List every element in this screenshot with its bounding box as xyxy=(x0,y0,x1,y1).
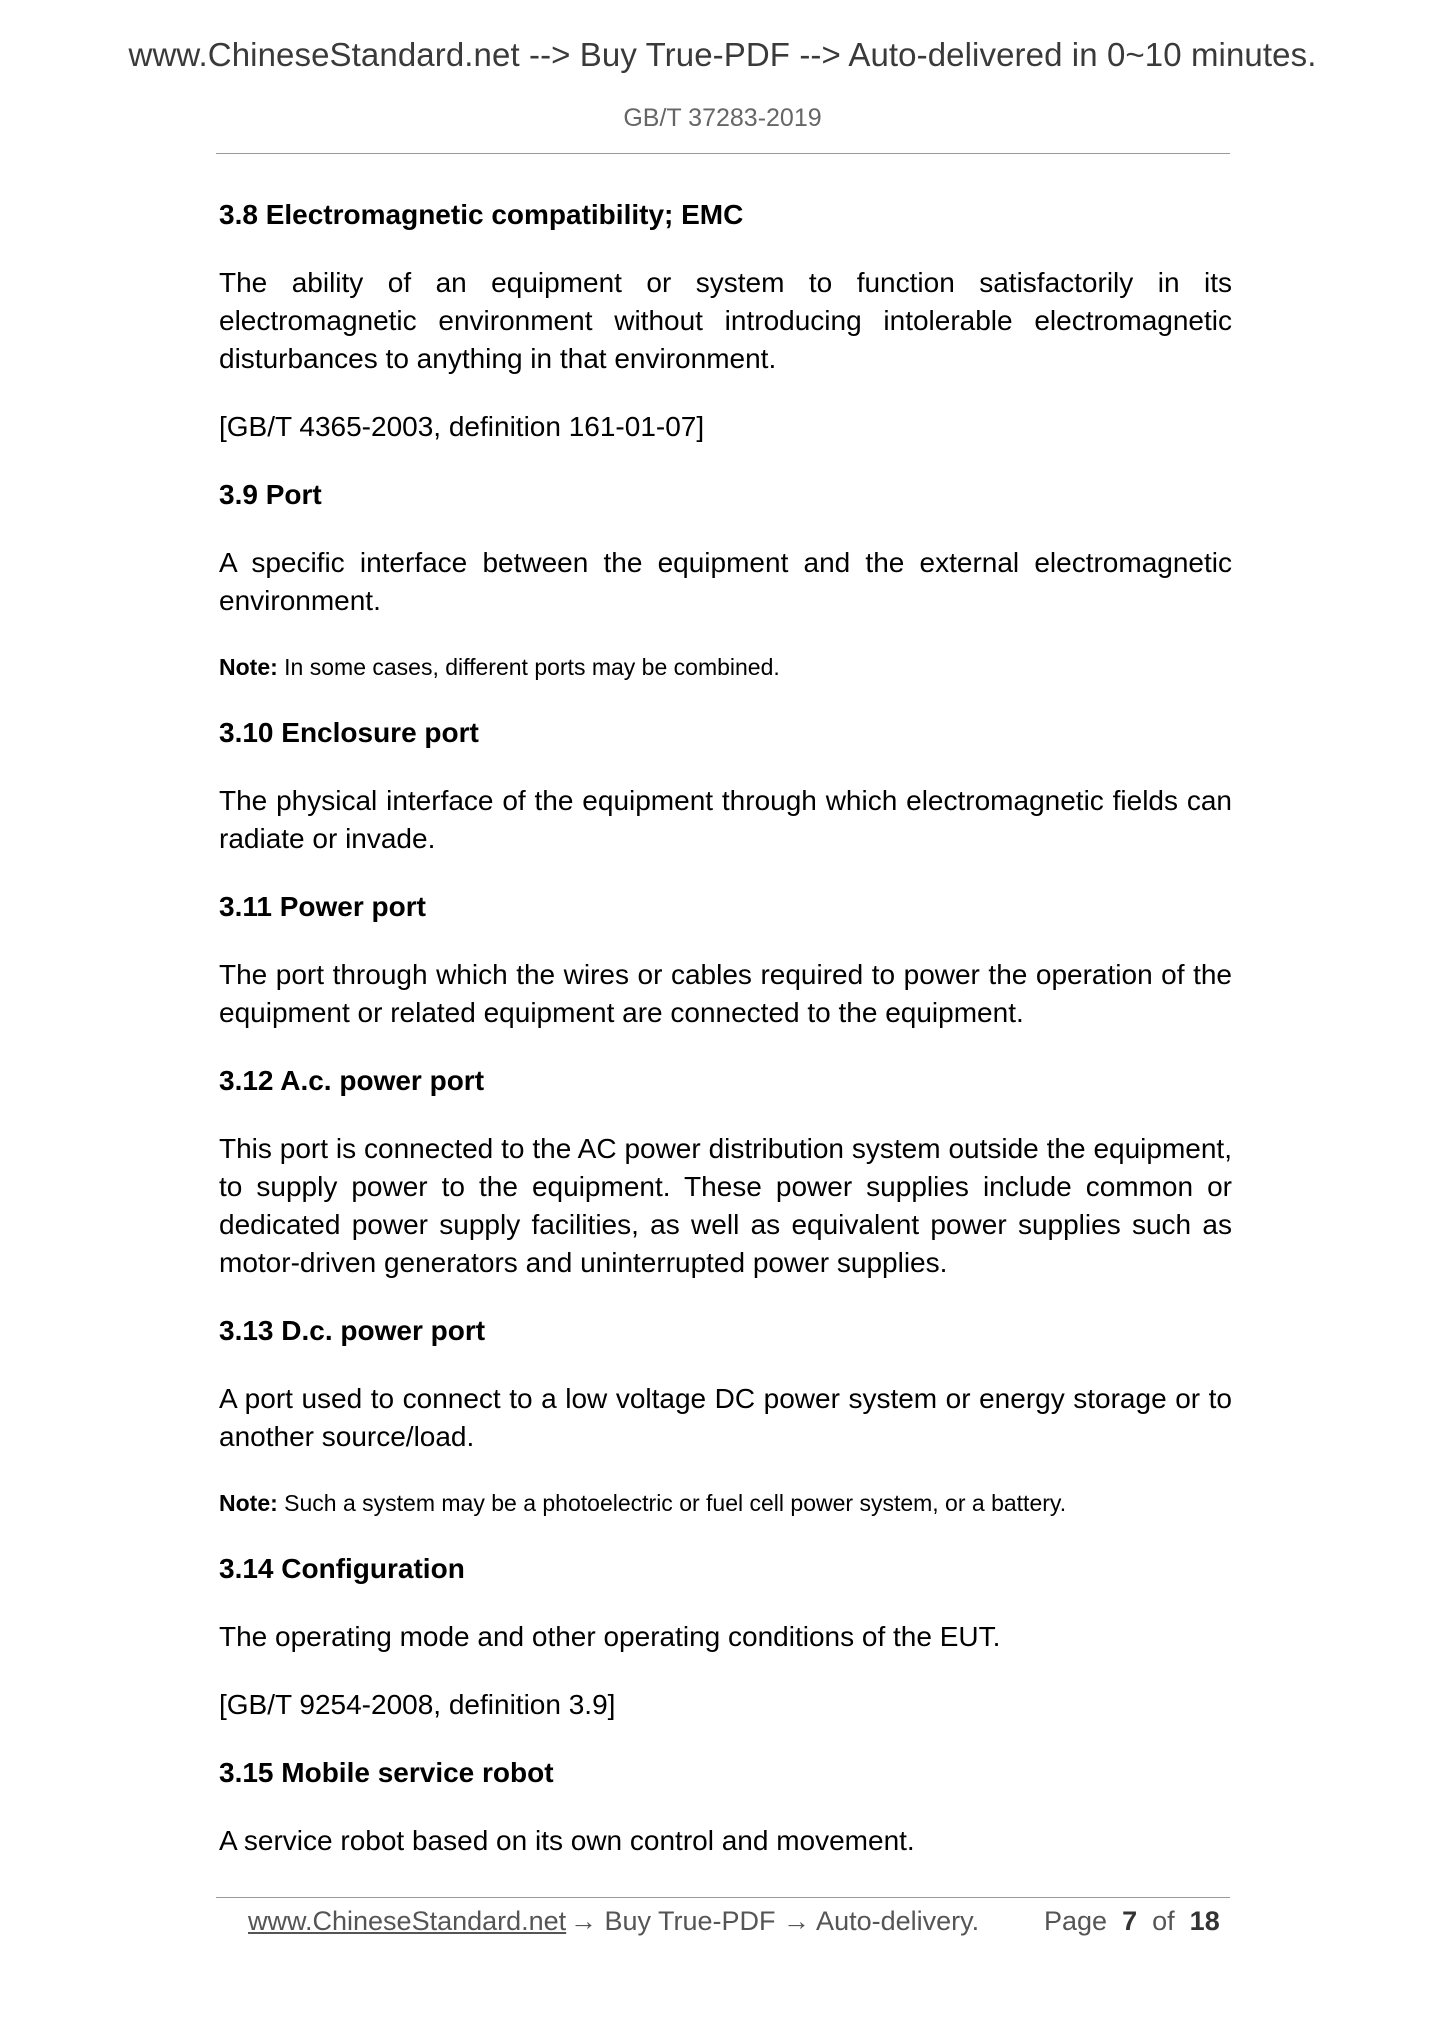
note-text: In some cases, different ports may be combined. xyxy=(277,654,780,680)
section-3-14-body: The operating mode and other operating conditions of the EUT. xyxy=(219,1621,1001,1652)
document-body xyxy=(219,196,1232,1890)
page-of: of xyxy=(1152,1906,1175,1936)
section-3-9-title: 3.9 Port xyxy=(219,479,322,510)
section-3-8-reference: [GB/T 4365-2003, definition 161-01-07] xyxy=(219,411,705,442)
section-3-15-title: 3.15 Mobile service robot xyxy=(219,1757,554,1788)
section-3-12-body: This port is connected to the AC power distribution system outside the equipment, to supply power to the equipment. These power supplies include common or dedicated power supply facilities, as well as equivalent power supplies such as motor-driven generators and uninterrupted power supplies. xyxy=(219,1133,1232,1278)
page-word: Page xyxy=(1044,1906,1108,1936)
page-current: 7 xyxy=(1122,1906,1138,1936)
footer-delivery-text: → Buy True-PDF → Auto-delivery. xyxy=(570,1906,980,1936)
section-3-15-body: A service robot based on its own control and movement. xyxy=(219,1825,915,1856)
top-banner: www.ChineseStandard.net --> Buy True-PDF --> Auto-delivered in 0~10 minutes. xyxy=(128,36,1317,73)
page-number xyxy=(1044,1906,1220,1937)
page-total: 18 xyxy=(1189,1906,1220,1936)
section-3-9-body: A specific interface between the equipment and the external electromagnetic environment. xyxy=(219,547,1232,616)
section-3-9-note xyxy=(219,650,1232,684)
section-3-14-title: 3.14 Configuration xyxy=(219,1553,465,1584)
header-divider xyxy=(216,153,1230,154)
section-3-11-title: 3.11 Power port xyxy=(219,891,426,922)
footer-divider xyxy=(216,1897,1230,1898)
note-label: Note: xyxy=(219,654,278,680)
note-text: Such a system may be a photoelectric or fuel cell power system, or a battery. xyxy=(277,1490,1067,1516)
section-3-13-title: 3.13 D.c. power port xyxy=(219,1315,486,1346)
section-3-13-note xyxy=(219,1486,1232,1520)
section-3-14-reference: [GB/T 9254-2008, definition 3.9] xyxy=(219,1689,616,1720)
section-3-11-body: The port through which the wires or cables required to power the operation of the equipment or related equipment are connected to the equipment. xyxy=(219,959,1232,1028)
section-3-8-body: The ability of an equipment or system to function satisfactorily in its electromagnetic environment without introducing intolerable electromagnetic disturbances to anything in that environment. xyxy=(219,267,1232,374)
section-3-10-title: 3.10 Enclosure port xyxy=(219,717,479,748)
section-3-13-body: A port used to connect to a low voltage DC power system or energy storage or to another source/load. xyxy=(219,1383,1232,1452)
page-footer xyxy=(0,1906,1445,1946)
section-3-12-title: 3.12 A.c. power port xyxy=(219,1065,485,1096)
document-code: GB/T 37283-2019 xyxy=(623,104,822,132)
section-3-10-body: The physical interface of the equipment through which electromagnetic fields can radiate or invade. xyxy=(219,785,1232,854)
section-3-8-title: 3.8 Electromagnetic compatibility; EMC xyxy=(219,199,744,230)
footer-site-link[interactable]: www.ChineseStandard.net xyxy=(248,1906,567,1936)
note-label: Note: xyxy=(219,1490,278,1516)
